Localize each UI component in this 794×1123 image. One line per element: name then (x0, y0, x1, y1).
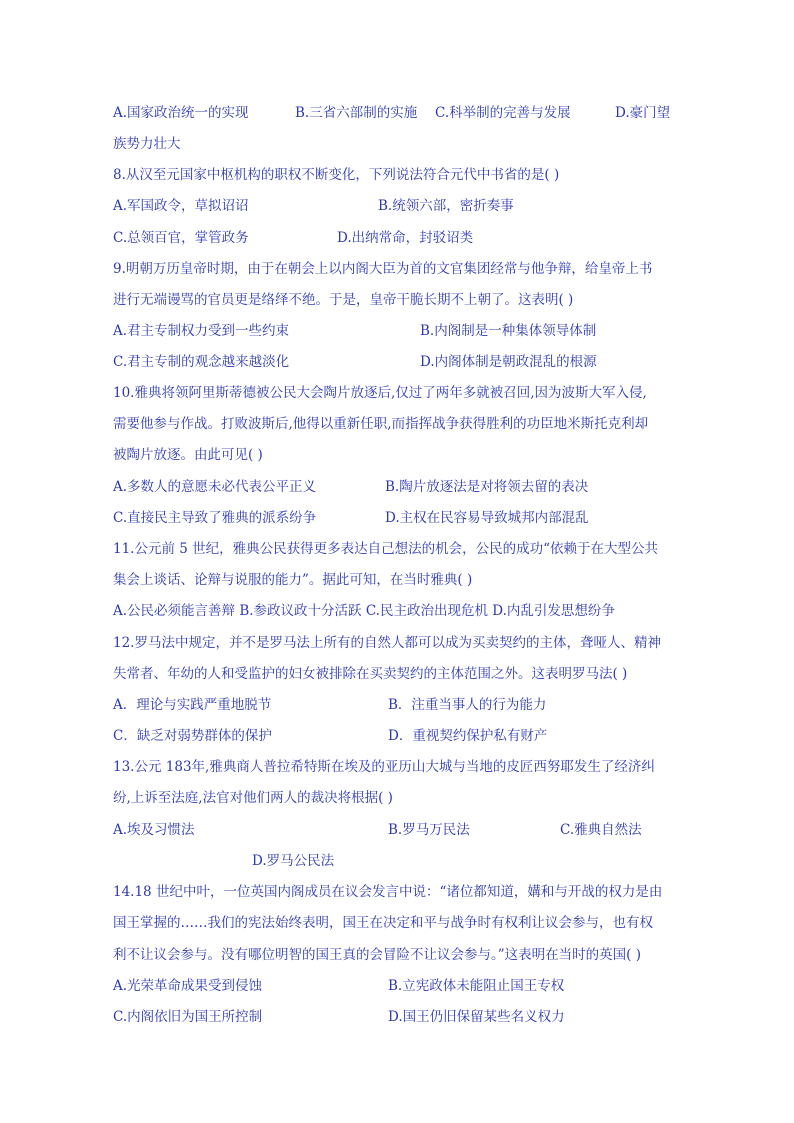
q8-option-a: A.军国政令，草拟诏诏 (113, 198, 249, 214)
q10-stem-line3: 被陶片放逐。由此可见( ) (113, 447, 263, 463)
q9-option-a: A.君主专制权力受到一些约束 (113, 323, 290, 339)
q13-stem-line1: 13.公元 183年,雅典商人普拉希特斯在埃及的亚历山大城与当地的皮匠西努耶发生了经济纠 (113, 759, 655, 775)
q10-option-d: D.主权在民容易导致城邦内部混乱 (385, 510, 589, 526)
q7-option-b: B.三省六部制的实施 (295, 105, 418, 121)
q12-option-a: A．理论与实践严重地脱节 (113, 697, 272, 713)
q14-stem-line3: 利不让议会参与。没有哪位明智的国王真的会冒险不让议会参与。”这表明在当时的英国( ) (113, 947, 641, 963)
q12-option-d: D．重视契约保护私有财产 (388, 728, 548, 744)
q9-option-c: C.君主专制的观念越来越淡化 (113, 354, 290, 370)
q14-stem-line1: 14.18 世纪中叶，一位英国内阁成员在议会发言中说：“诸位都知道，媾和与开战的权力是由 (113, 884, 663, 900)
q13-stem-line2: 纷,上诉至法庭,法官对他们两人的裁决将根据( ) (113, 790, 393, 806)
q11-options: A.公民必须能言善辩 B.参政议政十分活跃 C.民主政治出现危机 D.内乱引发思想纷争 (113, 603, 615, 619)
q12-stem-line2: 失常者、年幼的人和受监护的妇女被排除在买卖契约的主体范围之外。这表明罗马法( ) (113, 666, 628, 682)
q9-stem-line1: 9.明朝万历皇帝时期，由于在朝会上以内阁大臣为首的文官集团经常与他争辩，给皇帝上书 (113, 261, 653, 277)
q12-stem-line1: 12.罗马法中规定，并不是罗马法上所有的自然人都可以成为买卖契约的主体，聋哑人、精神 (113, 635, 661, 651)
q8-option-c: C.总领百官，掌管政务 (113, 230, 249, 246)
q7-option-d-continued: 族势力壮大 (113, 136, 181, 152)
q8-option-d: D.出纳常命，封驳诏类 (337, 230, 474, 246)
q14-option-a: A.光荣革命成果受到侵蚀 (113, 978, 263, 994)
q10-option-b: B.陶片放逐法是对将领去留的表决 (385, 479, 589, 495)
q8-option-b: B.统领六部，密折奏事 (378, 198, 514, 214)
q11-stem-line1: 11.公元前 5 世纪，雅典公民获得更多表达自己想法的机会，公民的成功“依赖于在大型公共 (113, 541, 659, 557)
q9-option-d: D.内阁体制是朝政混乱的根源 (420, 354, 597, 370)
q13-option-d: D.罗马公民法 (252, 853, 335, 869)
q10-option-a: A.多数人的意愿未必代表公平正义 (113, 479, 317, 495)
q14-option-c: C.内阁依旧为国王所控制 (113, 1009, 263, 1025)
q10-option-c: C.直接民主导致了雅典的派系纷争 (113, 510, 317, 526)
q9-stem-line2: 进行无端谩骂的官员更是络绎不绝。于是，皇帝干脆长期不上朝了。这表明( ) (113, 292, 574, 308)
q11-stem-line2: 集会上谈话、论辩与说服的能力”。据此可知，在当时雅典( ) (113, 572, 473, 588)
q14-stem-line2: 国王掌握的……我们的宪法始终表明，国王在决定和平与战争时有权利让议会参与，也有权 (113, 915, 653, 931)
q8-stem: 8.从汉至元国家中枢机构的职权不断变化，下列说法符合元代中书省的是( ) (113, 167, 560, 183)
q9-option-b: B.内阁制是一种集体领导体制 (420, 323, 597, 339)
q12-option-c: C．缺乏对弱势群体的保护 (113, 728, 272, 744)
q13-option-c: C.雅典自然法 (560, 822, 642, 838)
q14-option-d: D.国王仍旧保留某些名义权力 (388, 1009, 565, 1025)
q7-option-c: C.科举制的完善与发展 (435, 105, 571, 121)
q12-option-b: B．注重当事人的行为能力 (388, 697, 547, 713)
q7-option-a: A.国家政治统一的实现 (113, 105, 249, 121)
q10-stem-line1: 10.雅典将领阿里斯蒂德被公民大会陶片放逐后,仅过了两年多就被召回,因为波斯大军入侵, (113, 385, 647, 401)
q13-option-b: B.罗马万民法 (388, 822, 470, 838)
q10-stem-line2: 需要他参与作战。打败波斯后,他得以重新任职,而指挥战争获得胜利的功臣地米斯托克利却 (113, 416, 649, 432)
q13-option-a: A.埃及习惯法 (113, 822, 195, 838)
q7-option-d: D.豪门望 (615, 105, 671, 121)
q14-option-b: B.立宪政体未能阻止国王专权 (388, 978, 565, 994)
